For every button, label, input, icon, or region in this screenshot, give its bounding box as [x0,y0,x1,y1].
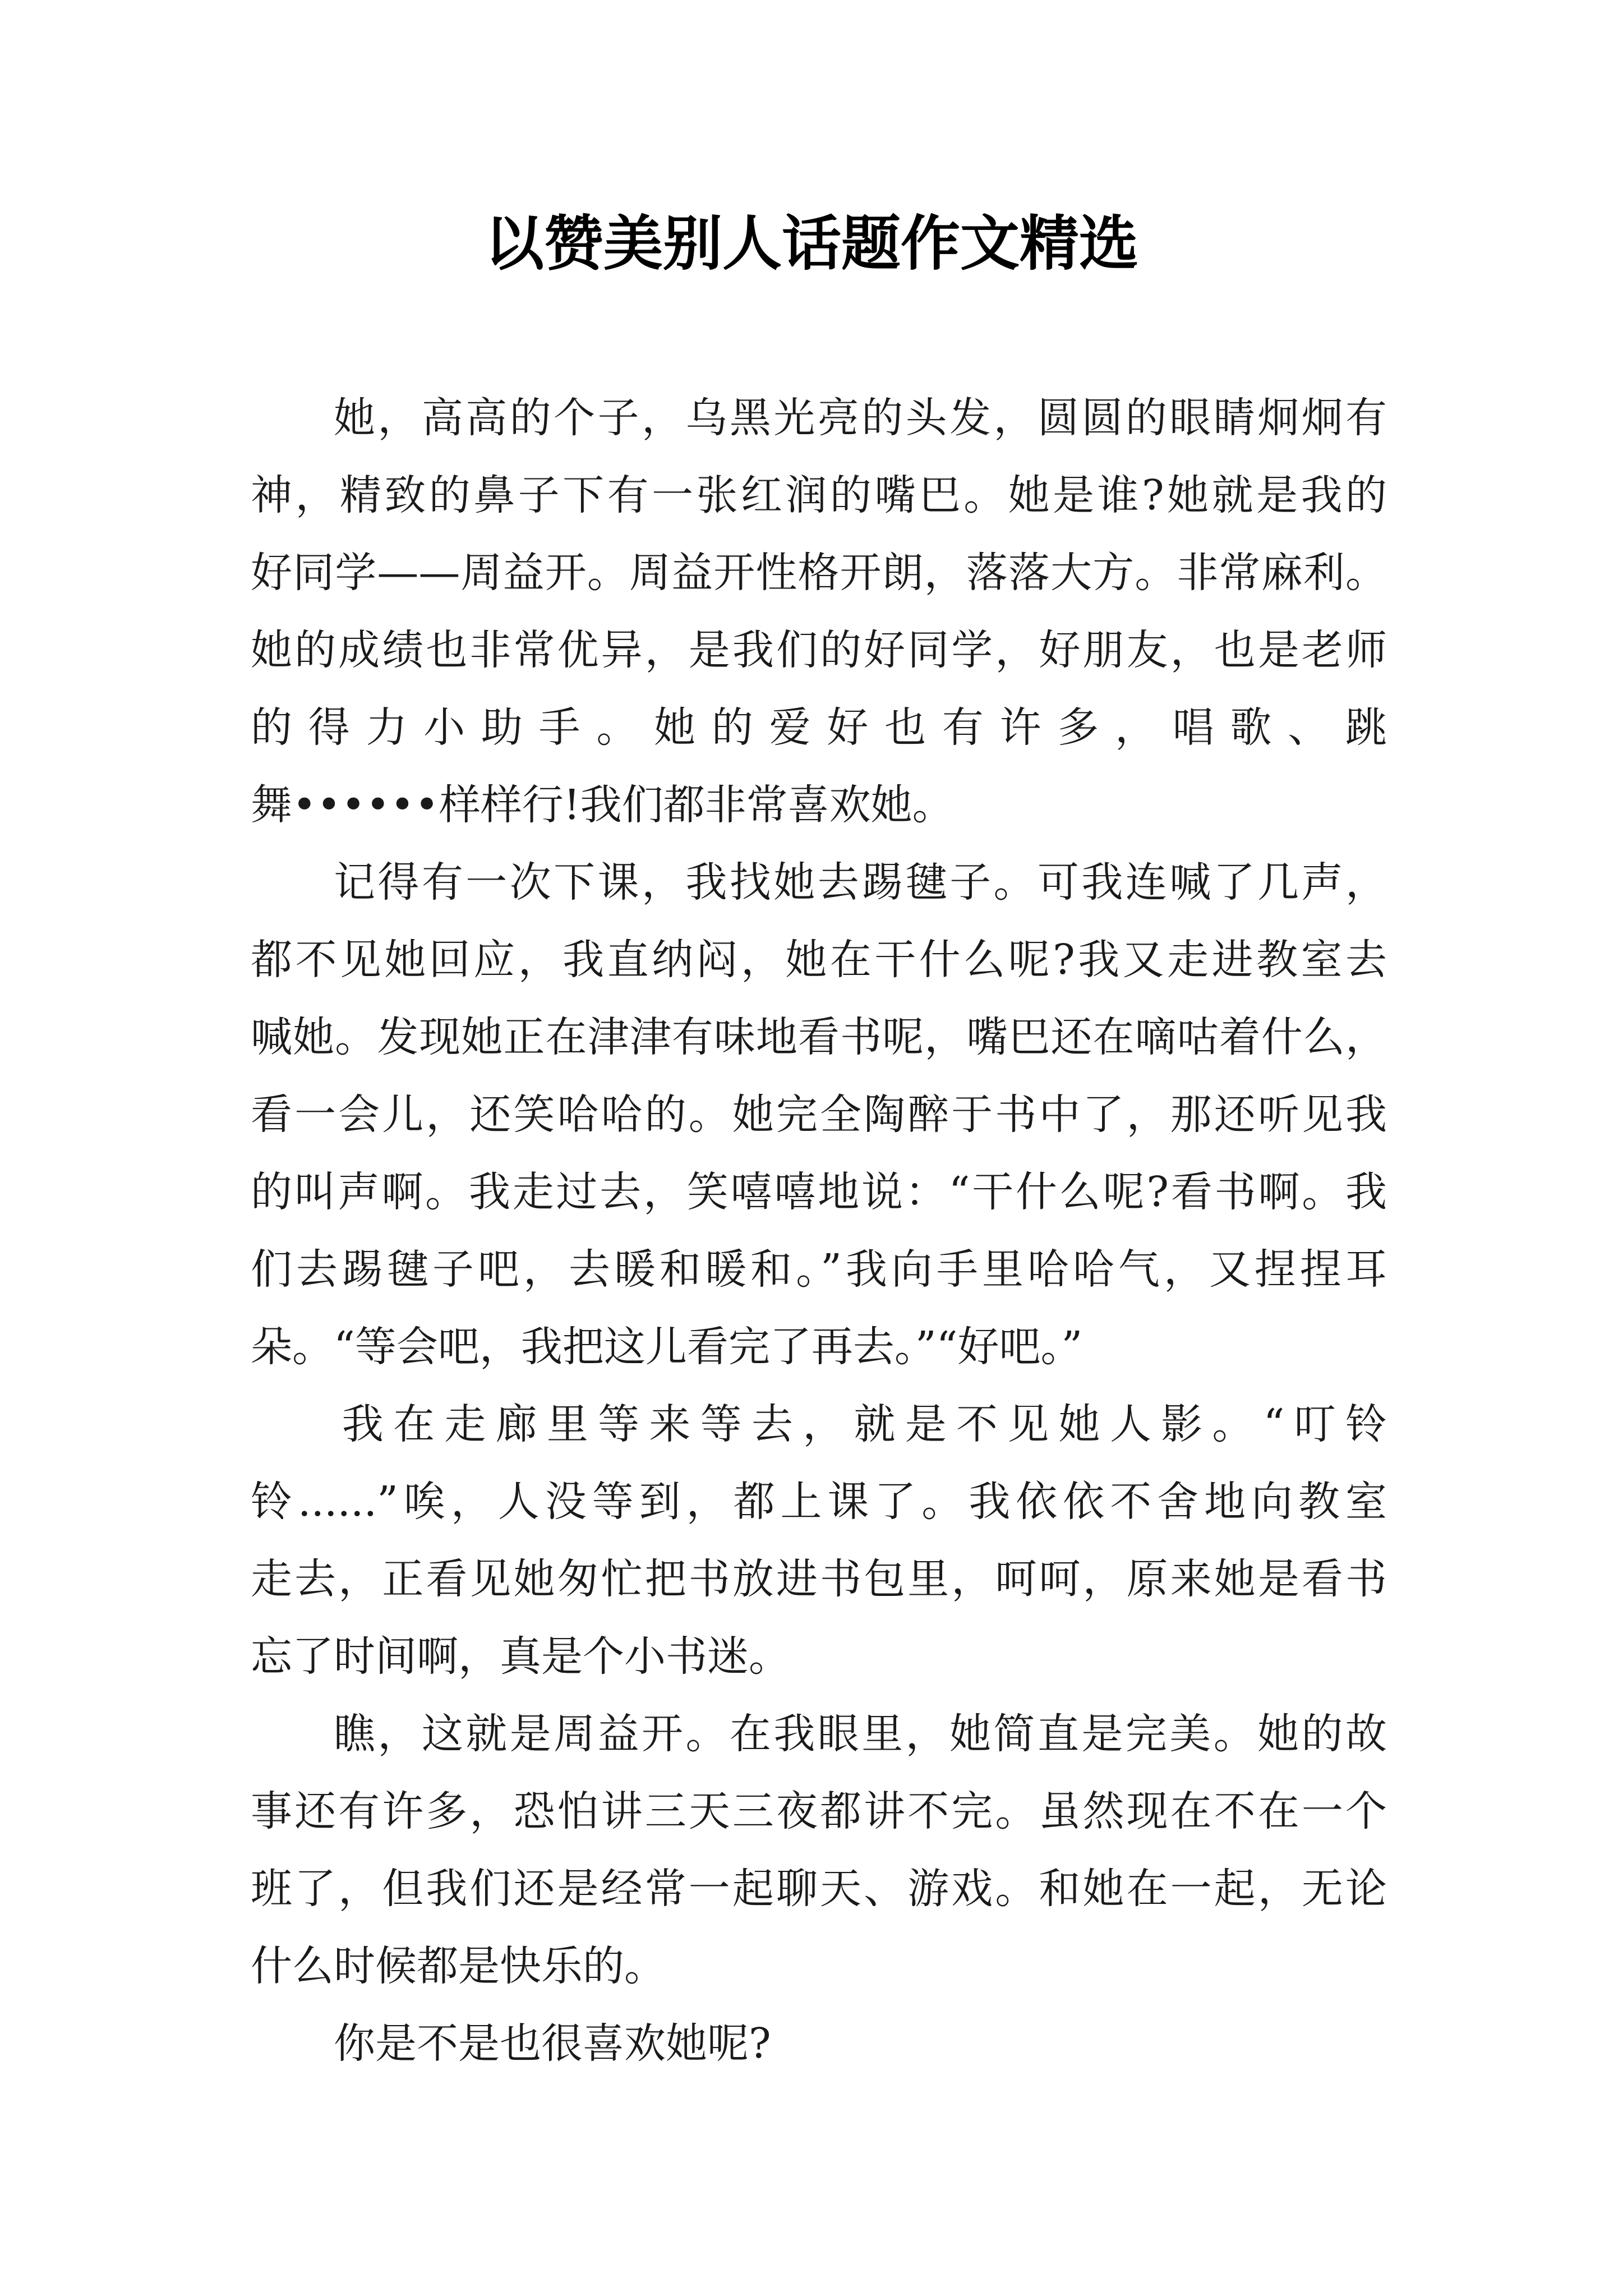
paragraph-1-line-3: 好同学——周益开。周益开性格开朗，落落大方。非常麻利。 [251,549,1387,597]
paragraph-5 [251,2005,1387,2082]
paragraph-2-line-2: 都不见她回应，我直纳闷，她在干什么呢?我又走进教室去 [251,936,1387,984]
paragraph-4-line-1: 瞧，这就是周益开。在我眼里，她简直是完美。她的故 [334,1710,1387,1758]
paragraph-2-line-3: 喊她。发现她正在津津有味地看书呢，嘴巴还在嘀咕着什么， [251,1013,1387,1061]
paragraph-4 [251,1695,1387,2005]
paragraph-1 [251,379,1387,844]
paragraph-2-line-6: 们去踢毽子吧，去暖和暖和。”我向手里哈哈气，又捏捏耳 [251,1245,1387,1294]
paragraph-1-line-6: 舞••••••样样行!我们都非常喜欢她。 [251,781,954,829]
paragraph-1-line-4: 她的成绩也非常优异，是我们的好同学，好朋友，也是老师 [251,626,1387,674]
paragraph-4-line-2: 事还有许多，恐怕讲三天三夜都讲不完。虽然现在不在一个 [251,1787,1387,1835]
paragraph-2-line-5: 的叫声啊。我走过去，笑嘻嘻地说：“干什么呢?看书啊。我 [251,1168,1387,1216]
paragraph-3-line-4: 忘了时间啊，真是个小书迷。 [251,1632,790,1681]
paragraph-3-line-2: 铃......”唉，人没等到，都上课了。我依依不舍地向教室 [251,1478,1387,1526]
paragraph-2-line-1: 记得有一次下课，我找她去踢毽子。可我连喊了几声， [334,858,1387,907]
paragraph-1-line-5: 的得力小助手。她的爱好也有许多，唱歌、跳 [251,703,1387,752]
paragraph-1-line-1: 她，高高的个子，乌黑光亮的头发，圆圆的眼睛炯炯有 [334,394,1387,442]
essay-body [251,379,1387,2082]
paragraph-3 [251,1386,1387,1695]
paragraph-4-line-3: 班了，但我们还是经常一起聊天、游戏。和她在一起，无论 [251,1865,1387,1913]
document-title: 以赞美别人话题作文精选 [485,208,1138,278]
paragraph-3-line-3: 走去，正看见她匆忙把书放进书包里，呵呵，原来她是看书 [251,1555,1387,1603]
paragraph-1-line-2: 神，精致的鼻子下有一张红润的嘴巴。她是谁?她就是我的 [251,471,1387,519]
paragraph-2 [251,844,1387,1386]
paragraph-5-line-1: 你是不是也很喜欢她呢? [334,2019,771,2068]
paragraph-3-line-1: 我在走廊里等来等去，就是不见她人影。“叮铃 [342,1400,1387,1448]
paragraph-4-line-4: 什么时候都是快乐的。 [251,1942,666,1990]
paragraph-2-line-7: 朵。“等会吧，我把这儿看完了再去。”“好吧。” [251,1323,1083,1371]
paragraph-2-line-4: 看一会儿，还笑哈哈的。她完全陶醉于书中了，那还听见我 [251,1091,1387,1139]
